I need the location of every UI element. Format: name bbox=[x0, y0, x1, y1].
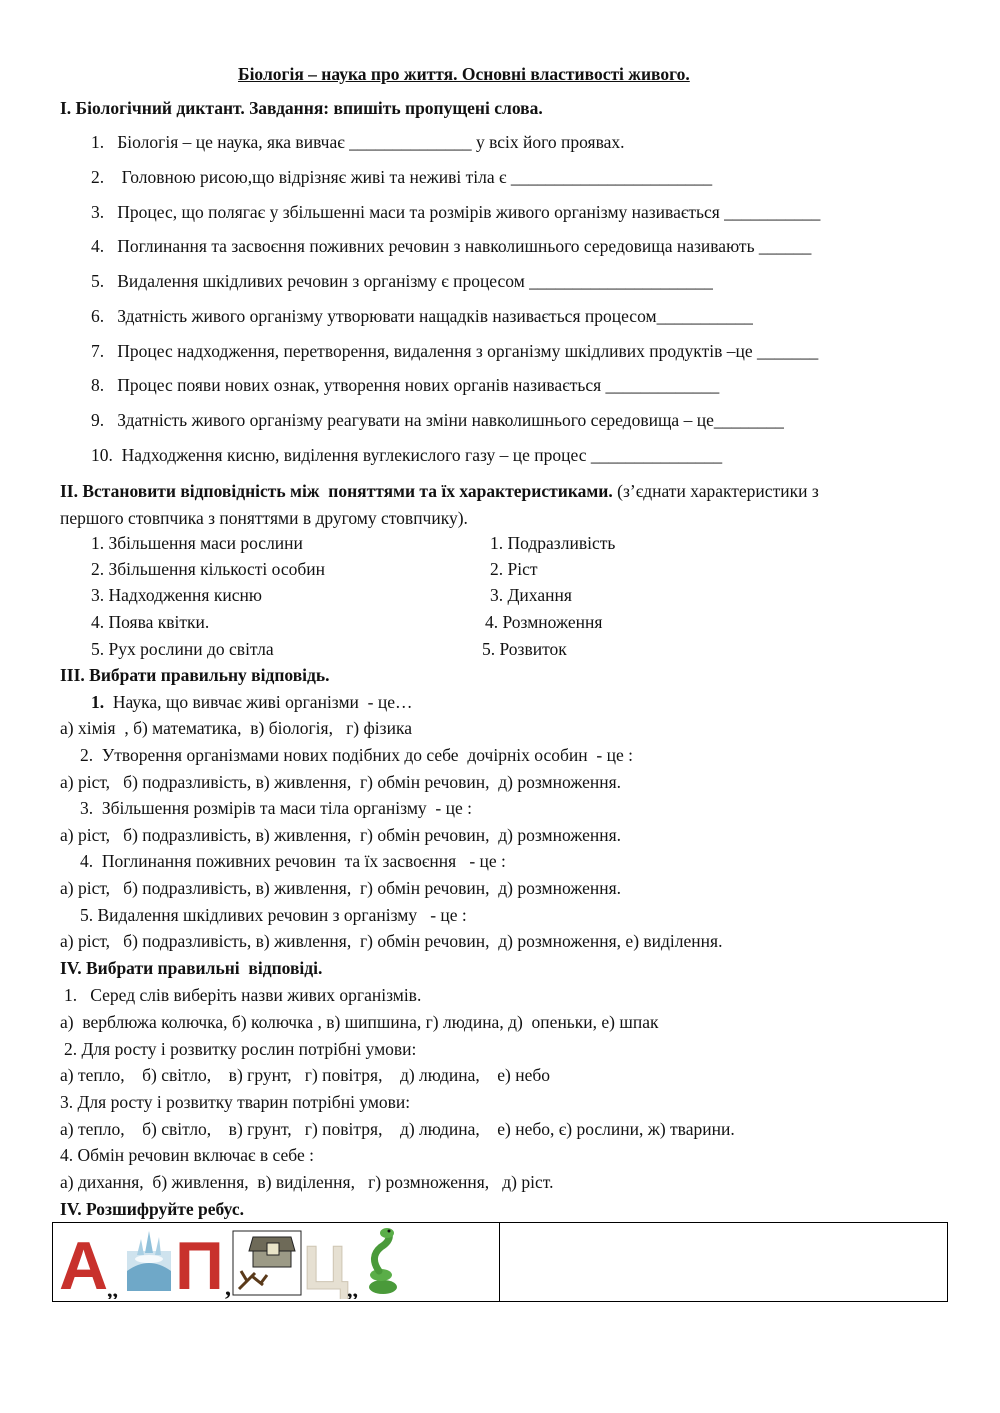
box-and-branch-icon bbox=[233, 1231, 301, 1295]
rebus-comma-2: , bbox=[225, 1275, 231, 1299]
match-left-item: 3. Надходження кисню bbox=[91, 585, 262, 605]
question: 3. Збільшення розмірів та маси тіла організму - це : bbox=[80, 798, 472, 818]
rebus-answer-cell[interactable] bbox=[500, 1223, 947, 1301]
answer-options: а) дихання, б) живлення, в) виділення, г) розмноження, д) ріст. bbox=[60, 1172, 554, 1192]
water-splash-icon bbox=[127, 1231, 171, 1291]
section-4-heading: ІV. Вибрати правильні відповіді. bbox=[60, 958, 323, 978]
dictation-item: 6. Здатність живого організму утворювати нащадків називається процесом___________ bbox=[91, 306, 753, 326]
match-right-item: 4. Розмноження bbox=[485, 612, 603, 632]
question: 4. Обмін речовин включає в себе : bbox=[60, 1145, 314, 1165]
answer-options: а) ріст, б) подразливість, в) живлення, г) обмін речовин, д) розмноження. bbox=[60, 878, 622, 898]
answer-options: а) тепло, б) світло, в) грунт, г) повітря, д) людина, е) небо bbox=[60, 1065, 550, 1085]
dictation-item: 10. Надходження кисню, виділення вуглекислого газу – це процес _______________ bbox=[91, 445, 723, 465]
rebus-comma-1: ,, bbox=[107, 1277, 118, 1299]
match-left-item: 2. Збільшення кількості особин bbox=[91, 559, 326, 579]
rebus-images bbox=[57, 1225, 397, 1299]
rebus-letter-p: П bbox=[175, 1228, 224, 1299]
section-1-heading: І. Біологічний диктант. Завдання: впишіть пропущені слова. bbox=[60, 98, 543, 118]
match-left-item: 1. Збільшення маси рослини bbox=[91, 533, 303, 553]
answer-options: а) хімія , б) математика, в) біологія, г) фізика bbox=[60, 718, 412, 738]
question-text: Наука, що вивчає живі організми - це… bbox=[104, 692, 413, 712]
match-left-item: 4. Поява квітки. bbox=[91, 612, 210, 632]
section-3-heading: ІІІ. Вибрати правильну відповідь. bbox=[60, 665, 330, 685]
question: 2. Для росту і розвитку рослин потрібні умови: bbox=[64, 1039, 417, 1059]
rebus-letter-a: А bbox=[59, 1228, 109, 1299]
match-right-item: 2. Ріст bbox=[490, 559, 538, 579]
rebus-table bbox=[52, 1222, 948, 1302]
question: 3. Для росту і розвитку тварин потрібні умови: bbox=[60, 1092, 411, 1112]
question: 5. Видалення шкідливих речовин з організму - це : bbox=[80, 905, 467, 925]
match-right-item: 3. Дихання bbox=[490, 585, 572, 605]
dictation-item: 5. Видалення шкідливих речовин з організму є процесом _____________________ bbox=[91, 271, 713, 291]
question: 4. Поглинання поживних речовин та їх засвоєння - це : bbox=[80, 851, 506, 871]
snake-icon bbox=[369, 1228, 397, 1294]
rebus-letter-ts: Ц bbox=[303, 1234, 349, 1299]
section-2-heading-rest: (з’єднати характеристики з bbox=[612, 481, 819, 501]
section-2-heading-bold: ІІ. Встановити відповідність між поняттями та їх характеристиками. bbox=[60, 481, 613, 501]
question: 2. Утворення організмами нових подібних до себе дочірніх особин - це : bbox=[80, 745, 633, 765]
section-2-heading-line2: першого стовпчика з поняттями в другому стовпчику). bbox=[60, 508, 468, 528]
dictation-item: 7. Процес надходження, перетворення, видалення з організму шкідливих продуктів –це _______ bbox=[91, 341, 819, 361]
page-title: Біологія – наука про життя. Основні властивості живого. bbox=[238, 64, 690, 84]
dictation-item: 8. Процес появи нових ознак, утворення нових органів називається _____________ bbox=[91, 375, 720, 395]
dictation-item: 4. Поглинання та засвоєння поживних речовин з навколишнього середовища називають ______ bbox=[91, 236, 812, 256]
answer-options: а) ріст, б) подразливість, в) живлення, г) обмін речовин, д) розмноження, е) виділення. bbox=[60, 931, 723, 951]
match-right-item: 5. Розвиток bbox=[482, 639, 567, 659]
section-2-heading bbox=[60, 480, 819, 502]
answer-options: а) верблюжа колючка, б) колючка , в) шипшина, г) людина, д) опеньки, е) шпак bbox=[60, 1012, 659, 1032]
dictation-item: 9. Здатність живого організму реагувати на зміни навколишнього середовища – це________ bbox=[91, 410, 784, 430]
match-left-item: 5. Рух рослини до світла bbox=[91, 639, 274, 659]
dictation-item: 2. Головною рисою,що відрізняє живі та неживі тіла є _______________________ bbox=[91, 167, 713, 187]
question: 1. Серед слів виберіть назви живих організмів. bbox=[64, 985, 422, 1005]
rebus-comma-3: ,, bbox=[347, 1277, 358, 1299]
dictation-item: 1. Біологія – це наука, яка вивчає ______________ у всіх його проявах. bbox=[91, 132, 625, 152]
answer-options: а) ріст, б) подразливість, в) живлення, г) обмін речовин, д) розмноження. bbox=[60, 772, 622, 792]
question bbox=[91, 691, 413, 713]
dictation-item: 3. Процес, що полягає у збільшенні маси та розмірів живого організму називається ___________ bbox=[91, 202, 821, 222]
answer-options: а) тепло, б) світло, в) грунт, г) повітря, д) людина, е) небо, є) рослини, ж) тварини. bbox=[60, 1119, 735, 1139]
answer-options: а) ріст, б) подразливість, в) живлення, г) обмін речовин, д) розмноження. bbox=[60, 825, 622, 845]
section-5-heading: ІV. Розшифруйте ребус. bbox=[60, 1199, 244, 1219]
question-number: 1. bbox=[91, 692, 105, 712]
match-right-item: 1. Подразливість bbox=[490, 533, 616, 553]
